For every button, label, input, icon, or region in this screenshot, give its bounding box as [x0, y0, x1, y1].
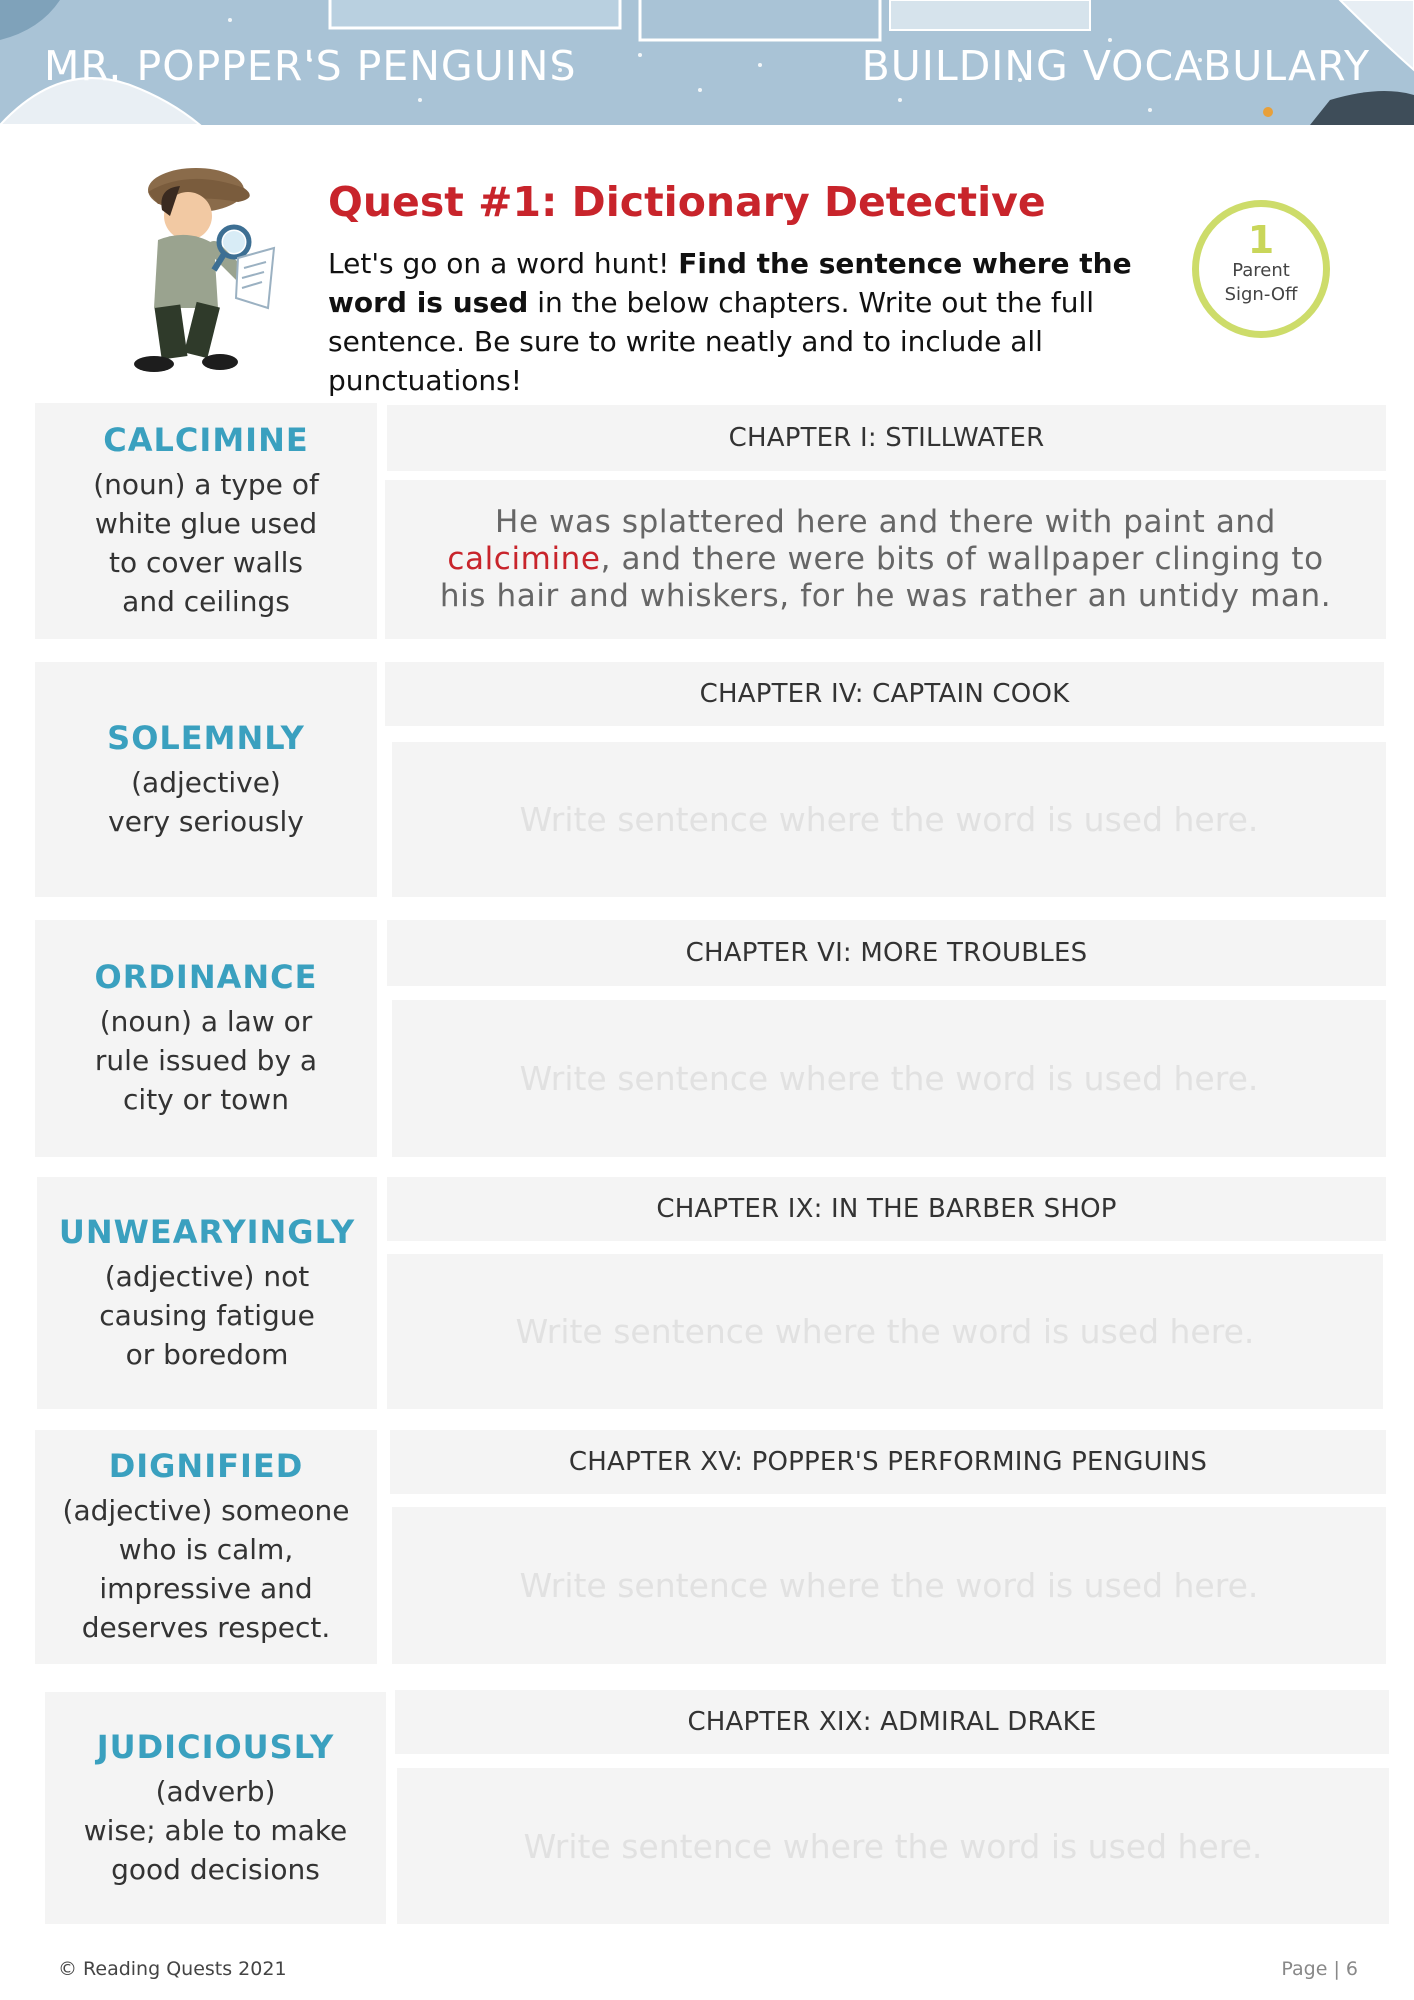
sentence-part-after: , and there were bits of wallpaper clinging to his hair and whiskers, for he was rather an untidy man.: [439, 541, 1332, 614]
word-card: [35, 403, 377, 639]
word-definition: and ceilings: [122, 585, 290, 618]
vocab-word: ORDINANCE: [94, 958, 318, 996]
sentence-input-area[interactable]: [392, 742, 1386, 897]
word-definition: to cover walls: [109, 546, 303, 579]
word-definition: deserves respect.: [81, 1611, 331, 1644]
book-title: MR. POPPER'S PENGUINS: [44, 42, 577, 90]
word-definition: (noun) a law or: [99, 1005, 313, 1038]
sentence-placeholder: Write sentence where the word is used here.: [519, 1566, 1259, 1605]
sentence-placeholder: Write sentence where the word is used here.: [519, 1059, 1259, 1098]
signoff-number: 1: [1247, 218, 1275, 262]
word-definition: who is calm,: [118, 1533, 294, 1566]
vocab-word: SOLEMNLY: [107, 718, 305, 757]
sentence-placeholder: Write sentence where the word is used here.: [519, 800, 1259, 839]
chapter-label: CHAPTER I: STILLWATER: [387, 405, 1386, 471]
word-definition: city or town: [123, 1083, 289, 1116]
copyright-notice: © Reading Quests 2021: [58, 1958, 287, 1980]
instructions-rest: in the below chapters. Write out the full sentence. Be sure to write neatly and to include all punctuations!: [328, 286, 1095, 397]
word-definition: impressive and: [99, 1572, 313, 1605]
sentence-input-area[interactable]: [392, 1000, 1386, 1157]
chapter-label: CHAPTER IV: CAPTAIN COOK: [385, 662, 1384, 726]
word-definition: wise; able to make: [83, 1813, 348, 1847]
vocab-word: DIGNIFIED: [108, 1447, 304, 1485]
word-definition: causing fatigue: [99, 1298, 315, 1332]
instructions-bold: Find the sentence where the word is used: [328, 247, 1132, 319]
example-sentence: [436, 504, 1336, 615]
word-definition: (adjective): [131, 765, 281, 799]
word-definition: good decisions: [111, 1852, 320, 1886]
signoff-label-line2: Sign-Off: [1224, 284, 1298, 305]
quest-instructions: [328, 244, 1158, 400]
word-card: [37, 1177, 377, 1409]
vocab-word: CALCIMINE: [103, 421, 309, 459]
word-definition: rule issued by a: [94, 1044, 318, 1077]
sentence-input-area[interactable]: [392, 1507, 1386, 1664]
sentence-placeholder: Write sentence where the word is used here.: [523, 1826, 1263, 1866]
word-definition: (adverb): [155, 1774, 276, 1808]
word-definition: (adjective) not: [104, 1259, 310, 1293]
vocab-word: JUDICIOUSLY: [96, 1727, 335, 1766]
chapter-label: CHAPTER VI: MORE TROUBLES: [387, 920, 1386, 986]
sentence-placeholder: Write sentence where the word is used here.: [515, 1312, 1255, 1351]
instructions-intro: Let's go on a word hunt!: [328, 247, 679, 280]
quest-title: Quest #1: Dictionary Detective: [328, 178, 1046, 226]
word-card: [35, 662, 377, 897]
page-number: Page | 6: [1281, 1958, 1358, 1980]
word-definition: white glue used: [94, 507, 318, 540]
header-banner: [0, 0, 1414, 125]
word-card: [35, 1430, 377, 1664]
sentence-input-area[interactable]: [397, 1768, 1389, 1924]
sentence-box: [385, 480, 1386, 639]
chapter-label: CHAPTER XIX: ADMIRAL DRAKE: [395, 1690, 1389, 1754]
word-definition: or boredom: [125, 1337, 289, 1371]
vocab-word: UNWEARYINGLY: [58, 1212, 356, 1251]
section-title: BUILDING VOCABULARY: [861, 42, 1370, 90]
word-definition: (noun) a type of: [93, 468, 319, 501]
signoff-label-line1: Parent: [1232, 260, 1290, 281]
word-definition: (adjective) someone: [62, 1494, 350, 1527]
word-card: [45, 1692, 386, 1924]
sentence-input-area[interactable]: [387, 1254, 1383, 1409]
chapter-label: CHAPTER IX: IN THE BARBER SHOP: [387, 1177, 1386, 1241]
word-definition: very seriously: [108, 804, 304, 838]
sentence-part-before: He was splattered here and there with paint and: [495, 504, 1276, 540]
parent-signoff-badge[interactable]: [1192, 200, 1330, 338]
word-card: [35, 920, 377, 1157]
chapter-label: CHAPTER XV: POPPER'S PERFORMING PENGUINS: [390, 1430, 1386, 1494]
detective-illustration: [118, 158, 278, 378]
highlighted-vocab-word: calcimine: [447, 541, 601, 577]
